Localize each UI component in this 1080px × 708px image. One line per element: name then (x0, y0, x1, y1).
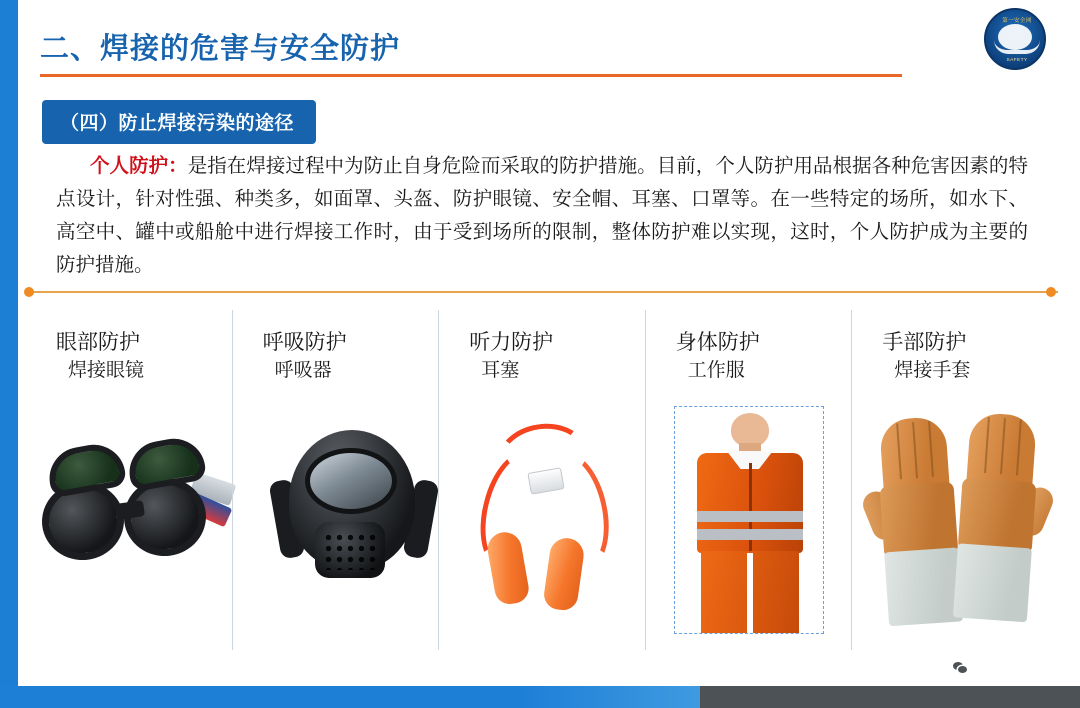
divider-dot-left (24, 287, 34, 297)
ppe-columns (26, 310, 1058, 650)
ppe-column-hearing (438, 310, 645, 650)
column-subtitle: 工作服 (687, 360, 745, 381)
organization-logo (984, 8, 1046, 70)
divider-dot-right (1046, 287, 1056, 297)
wechat-icon (949, 656, 971, 678)
footer-bar-gradient (520, 686, 700, 708)
body-paragraph (56, 150, 1028, 282)
ppe-column-body (645, 310, 852, 650)
column-title: 听力防护 (469, 331, 554, 354)
column-title: 眼部防护 (56, 331, 140, 354)
column-title: 手部防护 (882, 331, 967, 354)
respirator-image (233, 406, 439, 644)
column-subtitle: 耳塞 (481, 360, 520, 381)
watermark (949, 653, 1056, 680)
paragraph-text: 是指在焊接过程中为防止自身危险而采取的防护措施。目前，个人防护用品根据各种危害因素的特点设计，针对性强、种类多，如面罩、头盔、防护眼镜、安全帽、耳塞、口罩等。在一些特定的场所，如水下、高空中、罐中或船舱中进行焊接工作时，由于受到场所的限制，整体防护难以实现，这时，个人防护成为主要的防护措施。 (56, 155, 1028, 276)
earplugs-image (439, 406, 645, 644)
welding-goggles-image (26, 406, 232, 644)
footer-bar-right (700, 686, 1080, 708)
swoosh-icon (994, 40, 1040, 54)
column-title: 呼吸防护 (262, 331, 347, 354)
page-title: 二、焊接的危害与安全防护 (40, 33, 401, 65)
column-subtitle: 焊接眼镜 (68, 360, 145, 381)
column-title: 身体防护 (675, 331, 760, 354)
ppe-column-hand (851, 310, 1058, 650)
column-subtitle: 呼吸器 (274, 360, 332, 381)
slide-header (40, 26, 920, 77)
header-divider (40, 74, 902, 77)
left-accent-bar (0, 0, 18, 708)
ppe-column-eye (26, 310, 232, 650)
logo-top-text: 第一安全网 (1002, 18, 1032, 24)
paragraph-keyword: 个人防护： (90, 155, 188, 177)
coverall-image (646, 406, 852, 644)
welding-gloves-image (852, 406, 1058, 644)
watermark-label: ABC安全 (978, 658, 1056, 679)
column-subtitle: 焊接手套 (894, 360, 971, 381)
logo-bottom-text: SAFETY (1006, 58, 1028, 63)
content-divider (26, 291, 1058, 293)
section-heading: （四）防止焊接污染的途径 (42, 100, 316, 144)
ppe-column-respiratory (232, 310, 439, 650)
